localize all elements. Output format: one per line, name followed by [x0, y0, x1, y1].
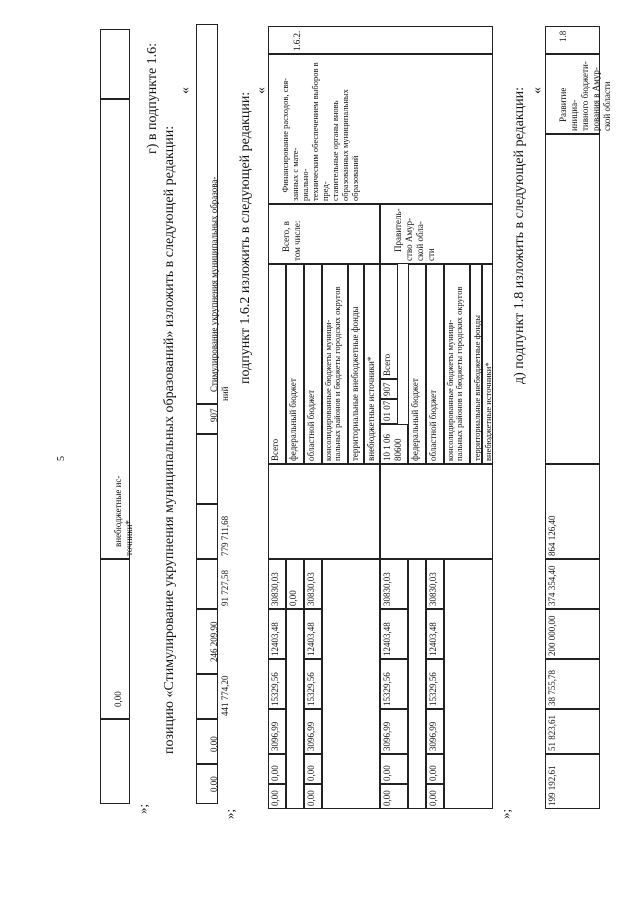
sub162-title: Финансирование расходов, свя- занных с мате- риально- техническим обеспечением выборов в пред- ставительные органы вновь образованных муниципальных образований — [280, 62, 360, 201]
sub162-closing: »; — [498, 808, 513, 819]
top-table-closing: »; — [135, 803, 150, 814]
executor-total: Всего, в том числе: — [281, 218, 302, 261]
stim-name-cell — [196, 24, 230, 404]
val: 0,00 — [268, 754, 286, 784]
stim-val-cell — [196, 719, 218, 764]
val: 0,00 — [380, 784, 408, 809]
stim-val-cell — [196, 609, 218, 674]
item-d-val: 200 000,00 — [545, 609, 600, 659]
val: 0,00 — [304, 784, 322, 809]
stim-value-3: 441 774,20 — [220, 675, 230, 716]
source-federal: федеральный бюджет — [286, 264, 304, 464]
val: 3096,99 — [304, 709, 322, 754]
val: 3096,99 — [268, 709, 286, 754]
stim-val-cell — [196, 559, 230, 609]
val: 0,00 — [426, 754, 444, 784]
stim-blank-cell — [196, 434, 218, 504]
gov-code-cell: 907 — [380, 379, 398, 399]
val: 0,00 — [426, 784, 444, 809]
source-federal: федеральный бюджет — [408, 264, 426, 464]
values-blank — [268, 464, 380, 559]
source-total: Всего — [268, 264, 286, 464]
val-blank — [444, 559, 493, 809]
executor-gov-cell — [380, 204, 493, 264]
values-blank — [380, 464, 493, 559]
item-d-title-cell — [545, 54, 612, 134]
stim-value-1: 91 727,58 — [220, 570, 230, 606]
val: 15329,56 — [426, 659, 444, 709]
item-g-heading: г) в подпункте 1.6: — [145, 42, 160, 154]
item-d-val: 199 192,61 — [545, 754, 600, 809]
val: 12403,48 — [304, 609, 322, 659]
val: 3096,99 — [380, 709, 408, 754]
item-d-blank — [545, 134, 600, 464]
item-d-quote: « — [530, 87, 545, 94]
val: 15329,56 — [268, 659, 286, 709]
top-table-label-cell — [100, 99, 134, 559]
item-d-num-cell — [545, 26, 600, 54]
stim-code: 907 — [209, 408, 219, 422]
source-consolidated: консолидированные бюджеты муници- пальных районов и бюджеты городских округов — [322, 264, 348, 464]
val: 3096,99 — [426, 709, 444, 754]
stim-value-0: 779 711,68 — [220, 515, 230, 556]
stim-closing: »; — [222, 808, 237, 819]
top-table-value-cell — [100, 559, 130, 719]
val-blank — [286, 609, 304, 809]
val: 0,00 — [268, 784, 286, 809]
top-table-value: 0,00 — [113, 691, 123, 707]
val: 0,00 — [286, 559, 304, 609]
top-table-tail-cell — [100, 719, 130, 804]
gov-code-cell: 01 07 — [380, 399, 398, 424]
val: 30830,03 — [426, 559, 444, 609]
val: 0,00 — [304, 754, 322, 784]
item-d-val: 864 126,40 — [545, 464, 600, 559]
sub162-quote: « — [254, 87, 269, 94]
item-d-num: 1.8 — [558, 30, 568, 42]
top-table-empty-cell — [100, 29, 130, 99]
stim-name: Стимулирование укрупнения муниципальных образова- ний — [209, 176, 230, 401]
val: 12403,48 — [268, 609, 286, 659]
top-table-label: внебюджетные ис- точники* — [113, 475, 134, 556]
item-d-val: 38 755,78 — [545, 659, 600, 709]
gov-code-cell: 10 1 06 80600 — [380, 424, 408, 464]
source-regional: областной бюджет — [426, 264, 444, 464]
item-d-val: 374 354,40 — [545, 559, 600, 609]
val: 30830,03 — [268, 559, 286, 609]
source-territorial: территориальные внебюджетные фонды — [470, 264, 482, 464]
sub162-num: 1.6.2. — [292, 30, 302, 51]
val: 30830,03 — [304, 559, 322, 609]
stim-val-cell — [196, 674, 230, 719]
item-g-sentence: позицию «Стимулирование укрупнения муниципальных образований» изложить в следующей редакции: — [162, 125, 177, 754]
stim-value-4: 0,00 — [209, 736, 219, 752]
executor-total-cell — [268, 204, 380, 264]
item-g-quote: « — [178, 87, 193, 94]
sub162-heading: подпункт 1.6.2 изложить в следующей редакции: — [238, 91, 253, 384]
stim-code-cell — [196, 404, 218, 434]
sub162-num-cell — [268, 26, 493, 54]
source-consolidated: консолидированные бюджеты муници- пальных районов и бюджеты городских округов — [444, 264, 470, 464]
source-extrabudget: внебюджетные источники* — [364, 264, 380, 464]
source-regional: областной бюджет — [304, 264, 322, 464]
source-territorial: территориальные внебюджетные фонды — [348, 264, 364, 464]
stim-value-2: 246 209,90 — [209, 621, 219, 662]
item-d-val: 51 823,61 — [545, 709, 600, 754]
stim-val-cell — [196, 764, 218, 804]
item-d-heading: д) подпункт 1.8 изложить в следующей редакции: — [512, 87, 527, 384]
val: 12403,48 — [426, 609, 444, 659]
val: 30830,03 — [380, 559, 408, 609]
sub162-title-cell — [268, 54, 493, 204]
item-d-title: Развитие инициа- тивного бюджети- рования в Амур- ской области — [558, 61, 612, 131]
val: 12403,48 — [380, 609, 408, 659]
val: 0,00 — [380, 754, 408, 784]
page-number: 5 — [56, 456, 67, 461]
source-extrabudget: внебюджетные источники* — [482, 264, 493, 464]
source-total: Всего — [380, 264, 398, 379]
executor-gov: Правитель- ство Амур- ской обла- сти — [393, 208, 436, 261]
stim-val-cell — [196, 504, 230, 559]
val: 15329,56 — [380, 659, 408, 709]
stim-value-5: 0,00 — [209, 776, 219, 792]
val-blank — [322, 559, 380, 809]
val: 15329,56 — [304, 659, 322, 709]
val-blank — [408, 559, 426, 809]
